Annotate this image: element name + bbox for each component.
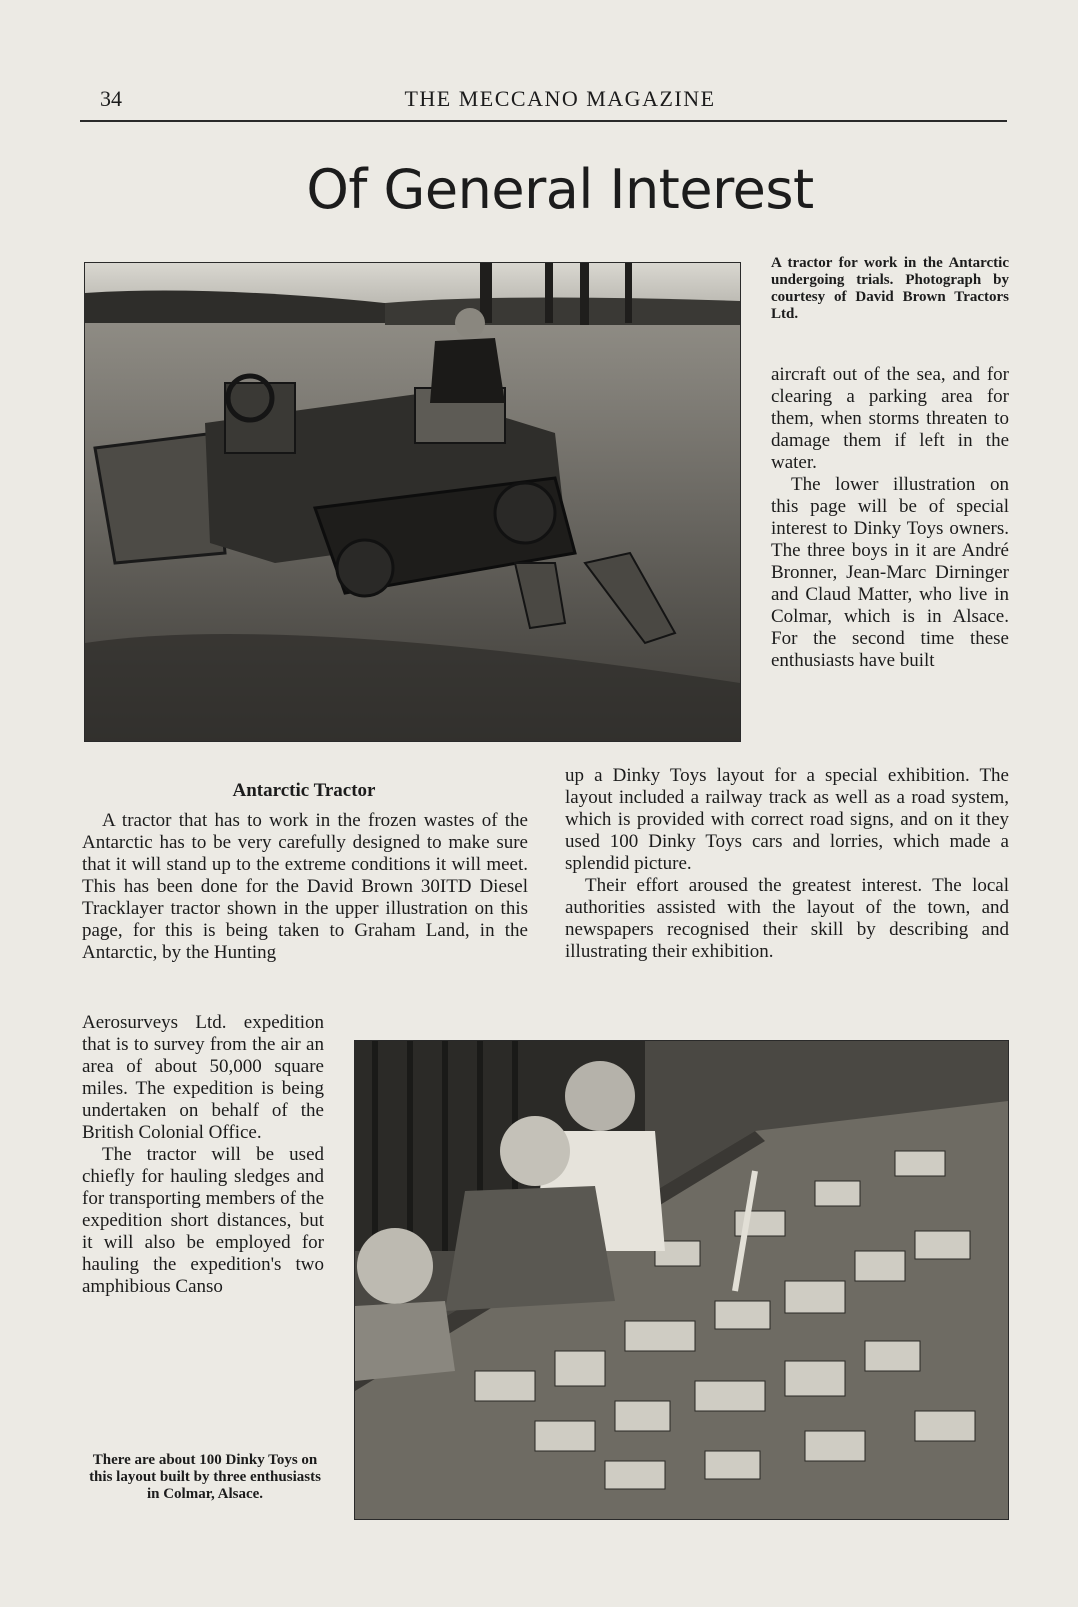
- page-number: 34: [100, 86, 122, 111]
- article-title: Of General Interest: [306, 158, 814, 221]
- paragraph-dinky-intro: The lower illustration on this page will be of special interest to Dinky Toys owners. The three boys in it are André Bronner, Jean-Marc Dirninger and Claud Matter, who live in Colmar, which is in Alsace. For the second time these enthusiasts have built: [771, 474, 1009, 671]
- paragraph-tractor-use: The tractor will be used chiefly for hauling sledges and for transporting members of the expedition short distances, but it will also be employed for hauling the expedition's two amphibious Canso: [82, 1144, 324, 1297]
- left-column: [82, 810, 528, 964]
- paragraph-tractor-intro: A tractor that has to work in the frozen wastes of the Antarctic has to be very carefully designed to make sure that it will stand up to the extreme conditions it will meet. This has been done for the David Brown 30ITD Diesel Tracklayer tractor shown in the upper illustration on this page, for this is being taken to Graham Land, in the Antarctic, by the Hunting: [82, 810, 528, 963]
- tractor-photo-caption: A tractor for work in the Antarctic undergoing trials. Photograph by courtesy of David Brown Tractors Ltd.: [771, 255, 1009, 322]
- dinky-layout-photo: [354, 1040, 1009, 1520]
- paragraph-aircraft: aircraft out of the sea, and for clearing a parking area for them, when storms threaten to damage them if left in the water.: [771, 364, 1009, 473]
- paragraph-effort: Their effort aroused the greatest interest. The local authorities assisted with the layout of the town, and newspapers recognised their skill by describing and illustrating their exhibition.: [565, 875, 1009, 962]
- tractor-photo: [84, 262, 741, 742]
- right-narrow-column: [771, 364, 1009, 672]
- running-head: THE MECCANO MAGAZINE: [404, 86, 716, 111]
- left-narrow-column: [82, 1012, 324, 1298]
- section-heading: Antarctic Tractor: [232, 780, 376, 801]
- paragraph-expedition: Aerosurveys Ltd. expedition that is to survey from the air an area of about 50,000 square miles. The expedition is being undertaken on behalf of the British Colonial Office.: [82, 1012, 324, 1143]
- paragraph-dinky-layout: up a Dinky Toys layout for a special exhibition. The layout included a railway track as well as a road system, which is provided with correct road signs, and on it they used 100 Dinky Toys cars and lorries, which made a splendid picture.: [565, 765, 1009, 874]
- header-rule: [80, 120, 1007, 122]
- right-column: [565, 765, 1009, 963]
- layout-photo-caption: There are about 100 Dinky Toys on this layout built by three enthusiasts in Colmar, Alsace.: [89, 1452, 321, 1502]
